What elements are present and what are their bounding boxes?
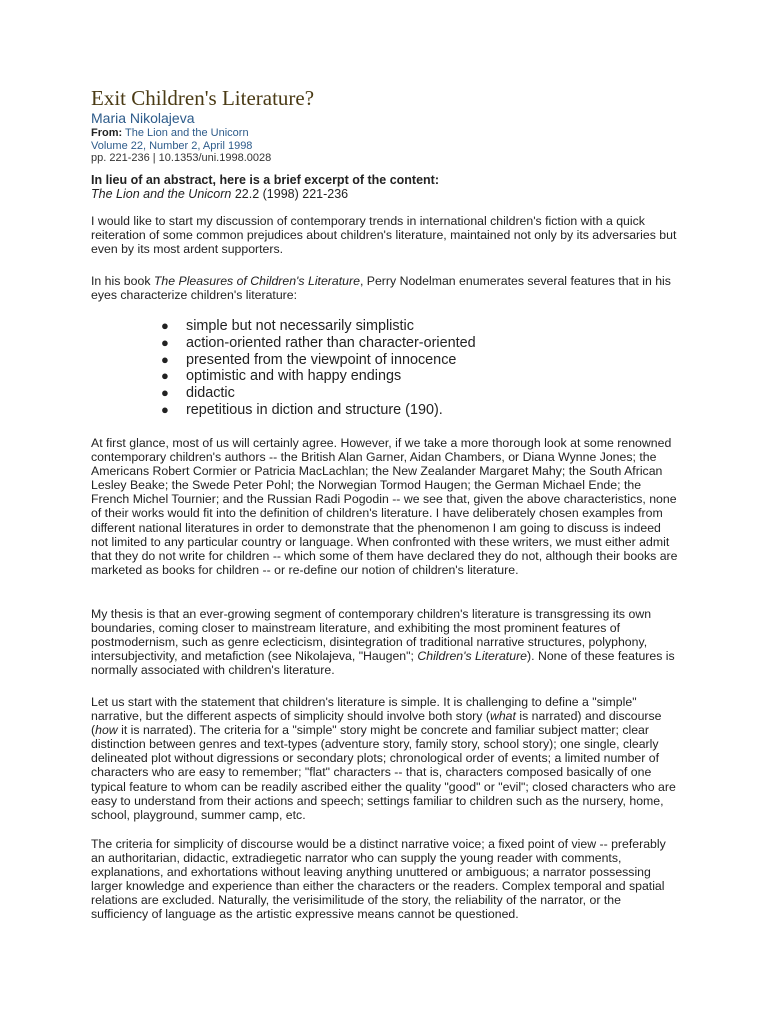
from-label: From: (91, 127, 123, 139)
paragraph-1: I would like to start my discussion of contemporary trends in international children's fiction with a quick reiteration of some common prejudices about children's literature, maintained not only by its adversaries but even by its most ardent supporters. (91, 214, 677, 257)
paragraph-3: At first glance, most of us will certainly agree. However, if we take a more thorough look at some renowned contemporary children's authors -- the British Alan Garner, Aidan Chambers, or Diana Wynne Jones; the Americans Robert Cormier or Patricia MacLachlan; the New Zealander Margaret Mahy; the South African Lesley Beake; the Swede Peter Pohl; the Norwegian Tormod Haugen; the German Michael Ende; the French Michel Tournier; and the Russian Radi Pogodin -- we see that, given the above characteristics, none of their works would fit into the definition of children's literature. I have deliberately chosen examples from different national literatures in order to demonstrate that the phenomenon I am going to discuss is indeed not limited to any particular country or language. When confronted with these writers, we must either admit that they do not write for children -- which some of them have declared they do not, although their books are marketed as books for children -- or re-define our notion of children's literature. (91, 436, 678, 577)
citation-journal: The Lion and the Unicorn (91, 186, 232, 201)
citation-detail: 22.2 (1998) 221-236 (231, 186, 349, 201)
p5-text-b: is narrated) and discourse ( (91, 709, 662, 738)
p5-text-c: it is narrated). The criteria for a "simple" story might be concrete and familiar subject matter; clear distinction between genres and text-types (adventure story, family story, school story); one single, clearly delineated plot without digressions or secondary plots; chronological order of events; a limited number of characters who are easy to remember; "flat" characters -- that is, characters composed basically of one typical feature to whom can be readily ascribed either the quality "good" or "evil"; closed characters who are easy to understand from their actions and speech; settings familiar to children such as the nursery, home, school, playground, summer camp, etc. (91, 723, 676, 822)
list-item (161, 368, 476, 385)
article-title: Exit Children's Literature? (91, 86, 315, 110)
journal-source (91, 127, 681, 140)
page-range-doi: pp. 221-236 | 10.1353/uni.1998.0028 (91, 152, 272, 164)
p5-italic-how: how (95, 723, 118, 738)
article-header (91, 86, 681, 201)
bullet-icon: ● (161, 318, 169, 333)
list-item (161, 352, 476, 369)
paragraph-6: The criteria for simplicity of discourse would be a distinct narrative voice; a fixed point of view -- preferably an authoritarian, didactic, extradiegetic narrator who can supply the young reader with comments, explanations, and exhortations without leaving anything unuttered or ambiguous; a narrator possessing larger knowledge and experience than either the characters or the readers. Complex temporal and spatial relations are excluded. Naturally, the verisimilitude of the story, the reliability of the narrator, or the sufficiency of language as the artistic expressive means cannot be questioned. (91, 837, 666, 922)
bullet-icon: ● (161, 401, 169, 417)
p4-cited-title: Children's Literature (417, 649, 528, 664)
p5-italic-what: what (489, 709, 516, 724)
list-item-text: action-oriented rather than character-oriented (186, 334, 476, 351)
paragraph-5 (91, 695, 681, 822)
p2-text-b: , Perry Nodelman enumerates several features that in his eyes characterize children's literature: (91, 274, 671, 303)
list-item-text: repetitious in diction and structure (190). (186, 401, 443, 418)
issue-link[interactable]: Volume 22, Number 2, April 1998 (91, 139, 253, 152)
list-item-text: simple but not necessarily simplistic (186, 318, 414, 334)
p2-book-title: The Pleasures of Children's Literature (153, 274, 360, 288)
feature-list (161, 318, 476, 419)
bullet-icon: ● (161, 351, 169, 367)
list-item (161, 402, 476, 419)
bullet-icon: ● (161, 368, 169, 384)
list-item (161, 385, 476, 402)
journal-link[interactable]: The Lion and the Unicorn (125, 127, 249, 139)
list-item (161, 335, 476, 352)
p2-text-a: In his book (91, 274, 154, 288)
paragraph-2 (91, 274, 681, 302)
list-item-text: didactic (186, 385, 235, 402)
bullet-icon: ● (161, 385, 169, 401)
author-link[interactable]: Maria Nikolajeva (91, 110, 195, 126)
excerpt-citation (91, 187, 681, 201)
paragraph-4 (91, 607, 681, 677)
list-item-text: optimistic and with happy endings (186, 368, 402, 385)
bullet-icon: ● (161, 334, 169, 350)
p5-text-a: Let us start with the statement that children's literature is simple. It is challenging to define a "simple" narrative, but the different aspects of simplicity should involve both story ( (91, 695, 637, 724)
p4-text-a: My thesis is that an ever-growing segment of contemporary children's literature is transgressing its own boundaries, coming closer to mainstream literature, and exhibiting the most prominent features of postmodernism, such as genre eclecticism, disintegration of traditional narrative structures, polyphony, intersubjectivity, and metafiction (see Nikolajeva, "Haugen"; (91, 607, 652, 664)
p4-text-b: ). None of these features is normally associated with children's literature. (91, 649, 675, 678)
excerpt-lead: In lieu of an abstract, here is a brief excerpt of the content: (91, 172, 439, 187)
list-item (161, 318, 476, 335)
list-item-text: presented from the viewpoint of innocence (186, 351, 457, 368)
